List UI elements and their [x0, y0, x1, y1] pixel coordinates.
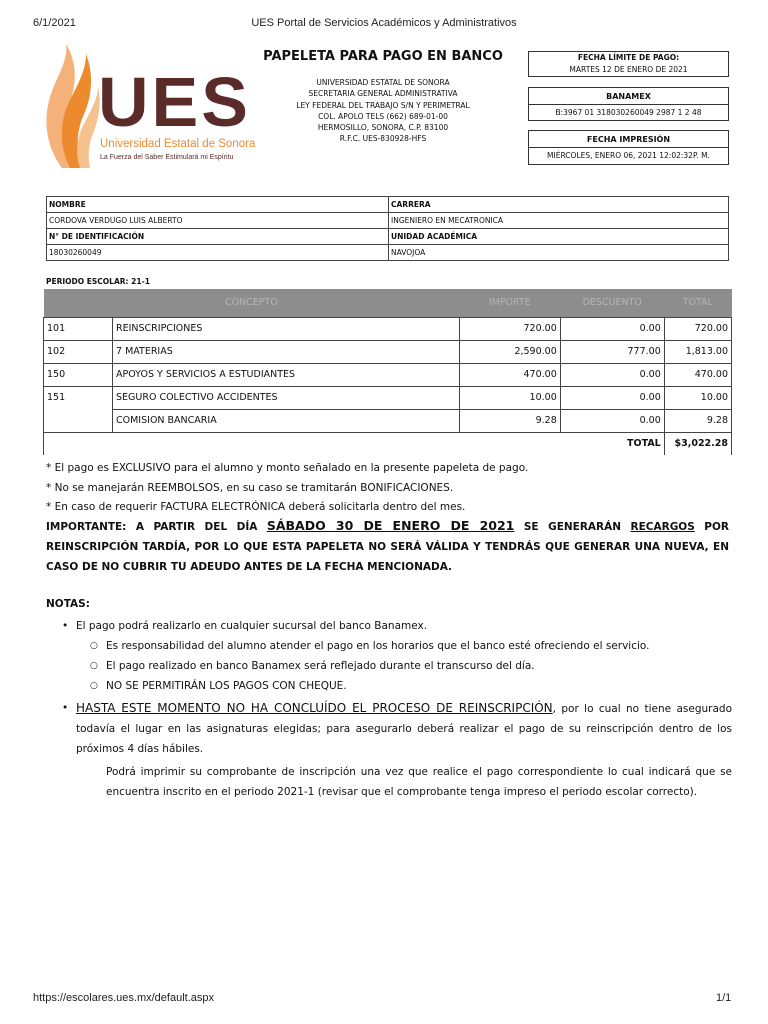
- address-line: HERMOSILLO, SONORA, C.P. 83100: [317, 123, 449, 133]
- due-date-box: [528, 51, 729, 77]
- table-row: [44, 340, 732, 363]
- row-total: 9.28: [664, 409, 731, 432]
- surcharge-word: RECARGOS: [630, 521, 695, 533]
- amount-header: IMPORTE: [459, 289, 560, 317]
- notes-title: NOTAS:: [46, 598, 90, 610]
- row-amount: 9.28: [459, 409, 560, 432]
- concepts-header-row: [44, 289, 732, 317]
- concept-header: CONCEPTO: [44, 289, 460, 317]
- address-line: COL. APOLO TELS (662) 689-01-00: [318, 111, 448, 121]
- print-page-count: 1/1: [716, 992, 732, 1004]
- print-url: https://escolares.ues.mx/default.aspx: [33, 992, 214, 1004]
- student-info-table: [46, 196, 729, 261]
- row-total: 1,813.00: [664, 340, 731, 363]
- row-concept: REINSCRIPCIONES: [113, 317, 460, 340]
- total-value: $3,022.28: [664, 432, 731, 455]
- notices: [46, 459, 736, 518]
- notice-exclusive: * El pago es EXCLUSIVO para el alumno y monto señalado en la presente papeleta de pago.: [46, 462, 529, 474]
- concepts-table: [43, 289, 732, 455]
- bank-reference: B:3967 01 318030260049 2987 1 2 48: [555, 108, 702, 117]
- print-date: 6/1/2021: [33, 17, 76, 29]
- table-row: [44, 409, 732, 432]
- discount-header: DESCUENTO: [560, 289, 664, 317]
- logo-slogan: La Fuerza del Saber Estimulará mi Espíritu: [100, 154, 234, 161]
- row-discount: 777.00: [560, 340, 664, 363]
- student-name: CORDOVA VERDUGO LUIS ALBERTO: [47, 213, 389, 229]
- surcharge-date: SÁBADO 30 DE ENERO DE 2021: [266, 518, 515, 533]
- bullet-icon: •: [62, 620, 69, 632]
- note-print-receipt: Podrá imprimir su comprobante de inscripción una vez que realice el pago correspondiente lo cual indicará que se encuentra inscrito en el periodo 2021-1 (revisar que el comprobante tenga impreso el periodo escolar correcto).: [106, 766, 732, 798]
- due-date-value: MARTES 12 DE ENERO DE 2021: [569, 65, 688, 74]
- student-career: INGENIERO EN MECATRONICA: [389, 213, 729, 229]
- total-label: TOTAL: [44, 432, 665, 455]
- id-label: N° DE IDENTIFICACIÓN: [47, 229, 389, 245]
- important-text: POR REINSCRIPCIÓN TARDÍA, POR LO QUE ESTA PAPELETA NO SERÁ VÁLIDA Y TENDRÁS QUE GENERAR UNA NUEVA, EN CASO DE NO CUBRIR TU ADEUDO ANTES DE LA FECHA MENCIONADA.: [46, 521, 729, 573]
- row-concept: COMISION BANCARIA: [113, 409, 460, 432]
- address-line: SECRETARIA GENERAL ADMINISTRATIVA: [308, 89, 458, 99]
- flame-icon: [40, 44, 100, 169]
- career-label: CARRERA: [389, 197, 729, 213]
- student-unit: NAVOJOA: [389, 245, 729, 261]
- row-code: 101: [44, 317, 113, 340]
- bullet-icon: •: [62, 702, 69, 714]
- ues-logo: [40, 44, 256, 174]
- due-date-label: FECHA LÍMITE DE PAGO:: [577, 53, 680, 62]
- address-block: [262, 77, 504, 145]
- name-label: NOMBRE: [47, 197, 389, 213]
- note-reservation: , por lo cual no tiene asegurado todavía el lugar en las asignaturas elegidas; para asegurarlo deberá realizar el pago de su reinscripción dentro de los próximos 4 días hábiles.: [76, 703, 732, 755]
- row-discount: 0.00: [560, 386, 664, 409]
- table-row: [44, 386, 732, 409]
- print-date-label: FECHA IMPRESIÓN: [529, 131, 728, 148]
- notes-list: [62, 616, 732, 802]
- list-item: [62, 636, 732, 656]
- row-amount: 720.00: [459, 317, 560, 340]
- row-discount: 0.00: [560, 317, 664, 340]
- note-no-cheque: NO SE PERMITIRÁN LOS PAGOS CON CHEQUE.: [106, 680, 347, 692]
- print-page-title: UES Portal de Servicios Académicos y Administrativos: [251, 17, 517, 29]
- notice-invoice: * En caso de requerir FACTURA ELECTRÓNICA deberá solicitarla dentro del mes.: [46, 501, 466, 513]
- print-date-box: [528, 130, 729, 165]
- total-header: TOTAL: [664, 289, 731, 317]
- row-amount: 10.00: [459, 386, 560, 409]
- row-code: 102: [44, 340, 113, 363]
- note-bank: El pago podrá realizarlo en cualquier sucursal del banco Banamex.: [76, 620, 428, 632]
- table-row: [44, 317, 732, 340]
- school-period: PERIODO ESCOLAR: 21-1: [46, 277, 150, 286]
- row-code: [44, 409, 113, 432]
- row-concept: 7 MATERIAS: [113, 340, 460, 363]
- row-code: 151: [44, 386, 113, 409]
- important-text: IMPORTANTE: A PARTIR DEL DÍA: [46, 521, 267, 533]
- page-title: PAPELETA PARA PAGO EN BANCO: [263, 49, 503, 64]
- bank-box: [528, 87, 729, 121]
- row-total: 10.00: [664, 386, 731, 409]
- address-line: R.F.C. UES-830928-HFS: [339, 134, 427, 144]
- circle-bullet-icon: ○: [90, 641, 98, 651]
- note-reflected: El pago realizado en banco Banamex será reflejado durante el transcurso del día.: [106, 660, 535, 672]
- row-total: 470.00: [664, 363, 731, 386]
- circle-bullet-icon: ○: [90, 661, 98, 671]
- address-line: LEY FEDERAL DEL TRABAJO S/N Y PERIMETRAL: [296, 100, 470, 110]
- print-date-value: MIÉRCOLES, ENERO 06, 2021 12:02:32P. M.: [547, 151, 710, 160]
- row-total: 720.00: [664, 317, 731, 340]
- row-discount: 0.00: [560, 409, 664, 432]
- unit-label: UNIDAD ACADÉMICA: [389, 229, 729, 245]
- row-concept: SEGURO COLECTIVO ACCIDENTES: [113, 386, 460, 409]
- table-row: [44, 363, 732, 386]
- row-discount: 0.00: [560, 363, 664, 386]
- row-code: 150: [44, 363, 113, 386]
- note-not-concluded: HASTA ESTE MOMENTO NO HA CONCLUÍDO EL PROCESO DE REINSCRIPCIÓN: [76, 701, 553, 715]
- logo-acronym: UES: [98, 63, 251, 141]
- address-line: UNIVERSIDAD ESTATAL DE SONORA: [316, 78, 450, 87]
- row-amount: 2,590.00: [459, 340, 560, 363]
- list-item: [62, 656, 732, 676]
- important-text: SE GENERARÁN: [514, 521, 631, 533]
- list-item: [62, 616, 732, 636]
- circle-bullet-icon: ○: [90, 681, 98, 691]
- row-amount: 470.00: [459, 363, 560, 386]
- important-notice: [46, 516, 729, 577]
- row-concept: APOYOS Y SERVICIOS A ESTUDIANTES: [113, 363, 460, 386]
- note-hours: Es responsabilidad del alumno atender el pago en los horarios que el banco esté ofreciendo el servicio.: [106, 640, 650, 652]
- total-row: [44, 432, 732, 455]
- notice-refunds: * No se manejarán REEMBOLSOS, en su caso se tramitarán BONIFICACIONES.: [46, 481, 454, 494]
- student-id: 18030260049: [47, 245, 389, 261]
- bank-label: BANAMEX: [529, 88, 728, 105]
- list-item: [62, 698, 732, 759]
- list-item: [62, 676, 732, 696]
- logo-name: Universidad Estatal de Sonora: [100, 138, 256, 150]
